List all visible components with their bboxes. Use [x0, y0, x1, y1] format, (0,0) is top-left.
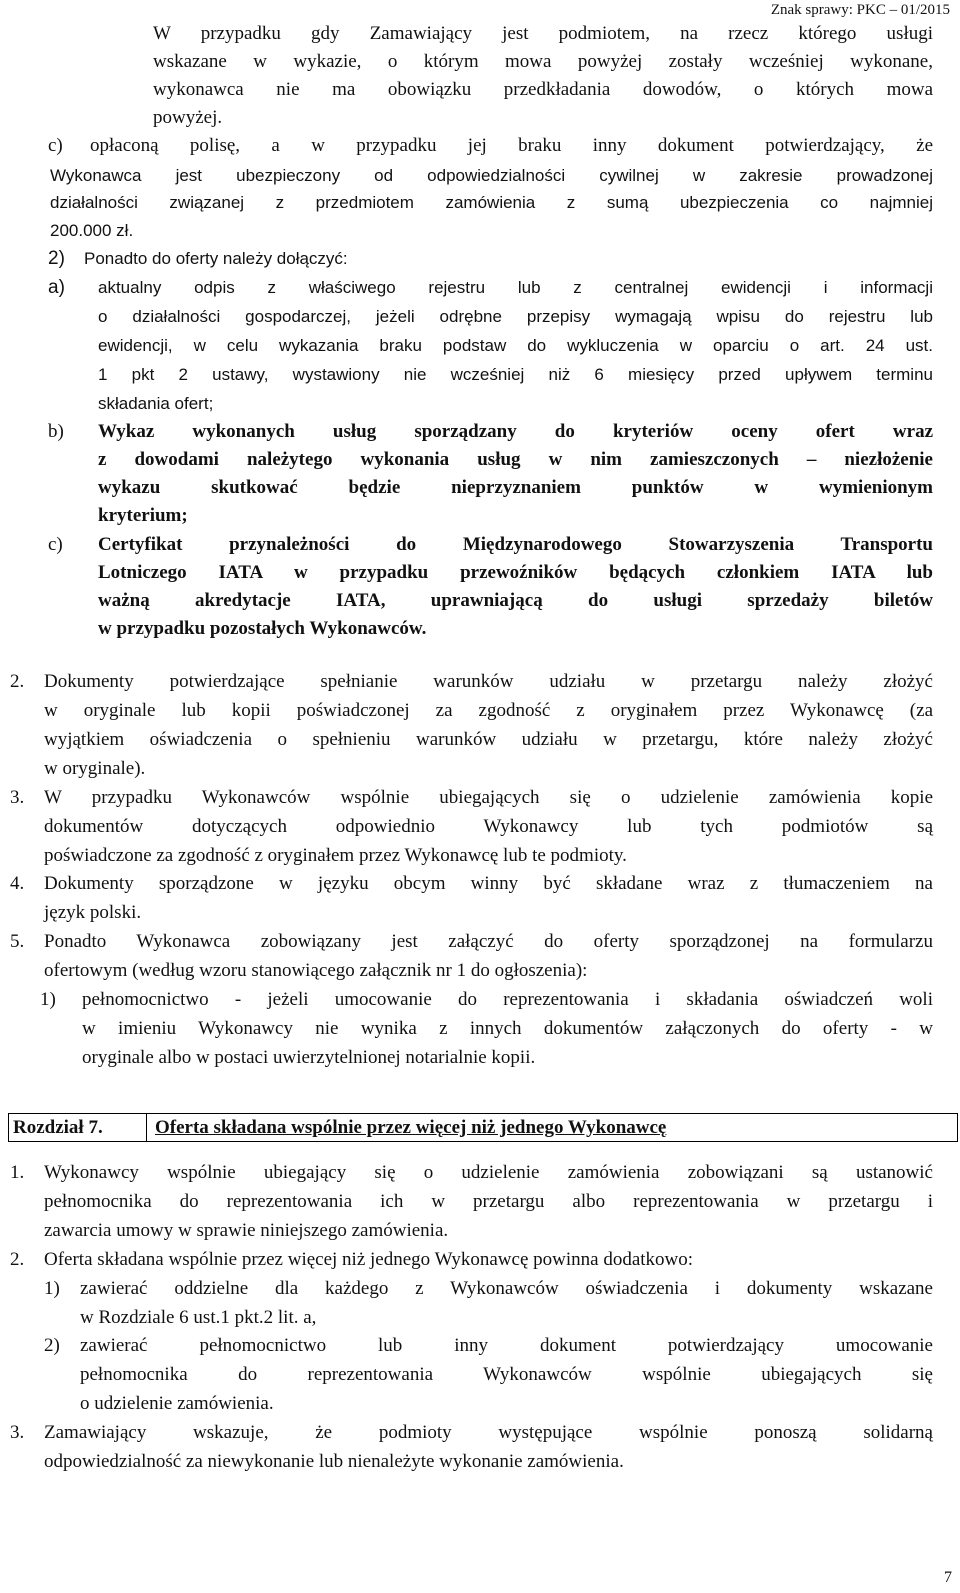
point-line: w oryginale). [44, 758, 146, 779]
point-line: ofertowym (według wzoru stanowiącego załącznik nr 1 do ogłoszenia): [44, 960, 588, 981]
list-marker: a) [48, 277, 65, 298]
point-line: Dokumenty potwierdzające spełnianie warunków udziału w przetargu należy złożyć [44, 671, 933, 692]
list-marker: c) [48, 534, 63, 555]
point-marker: 2. [10, 671, 25, 692]
sub-line: pełnomocnika do reprezentowania Wykonawców wspólnie ubiegających się [80, 1364, 933, 1385]
sub-line: w imieniu Wykonawcy nie wynika z innych dokumentów załączonych do oferty - w [82, 1018, 933, 1039]
point-line: zawarcia umowy w sprawie niniejszego zamówienia. [44, 1220, 449, 1241]
point-line: dokumentów dotyczących odpowiednio Wykonawcy lub tych podmiotów są [44, 816, 933, 837]
sub-line: zawierać pełnomocnictwo lub inny dokument potwierdzający umocowanie [80, 1335, 933, 1356]
item-2-text: Ponadto do oferty należy dołączyć: [84, 249, 348, 268]
item-c2-line: Certyfikat przynależności do Międzynarodowego Stowarzyszenia Transportu [98, 534, 933, 555]
intro-line: W przypadku gdy Zamawiający jest podmiotem, na rzecz którego usługi [153, 23, 933, 44]
item-c2-line: Lotniczego IATA w przypadku przewoźników będących członkiem IATA lub [98, 562, 933, 583]
list-marker: c) [48, 135, 63, 156]
list-marker: 1) [40, 989, 56, 1010]
point-marker: 2. [10, 1249, 25, 1270]
point-line: wyjątkiem oświadczenia o spełnieniu warunków udziału w przetargu, które należy złożyć [44, 729, 933, 750]
item-a-line: o działalności gospodarczej, jeżeli odrębne przepisy wymagają wpisu do rejestru lub [98, 307, 933, 326]
list-marker: 2) [44, 1335, 60, 1356]
item-a-line: składania ofert; [98, 394, 214, 413]
point-line: odpowiedzialność za niewykonanie lub nienależyte wykonanie zamówienia. [44, 1451, 624, 1472]
item-c2-line: ważną akredytacje IATA, uprawniającą do usługi sprzedaży biletów [98, 590, 933, 611]
chapter-title: Oferta składana wspólnie przez więcej niż jednego Wykonawcę [155, 1117, 667, 1138]
sub-line: oryginale albo w postaci uwierzytelnionej notarialnie kopii. [82, 1047, 536, 1068]
point-marker: 4. [10, 873, 25, 894]
point-line: Wykonawcy wspólnie ubiegający się o udzielenie zamówienia zobowiązani są ustanowić [44, 1162, 933, 1183]
point-line: Zamawiający wskazuje, że podmioty występujące wspólnie ponoszą solidarną [44, 1422, 933, 1443]
item-a-line: aktualny odpis z właściwego rejestru lub z centralnej ewidencji i informacji [98, 278, 933, 297]
list-marker: b) [48, 421, 64, 442]
sub-line: pełnomocnictwo - jeżeli umocowanie do reprezentowania i składania oświadczeń woli [82, 989, 933, 1010]
page-number: 7 [944, 1569, 952, 1586]
point-marker: 1. [10, 1162, 25, 1183]
chapter-heading [8, 1113, 958, 1142]
sub-line: zawierać oddzielne dla każdego z Wykonawców oświadczenia i dokumenty wskazane [80, 1278, 933, 1299]
item-c-line: działalności związanej z przedmiotem zamówienia z sumą ubezpieczenia co najmniej [50, 193, 933, 212]
intro-line: wykonawca nie ma obowiązku przedkładania dowodów, o których mowa [153, 79, 933, 100]
item-b-line: z dowodami należytego wykonania usług w nim zamieszczonych – niezłożenie [98, 449, 933, 470]
point-line: W przypadku Wykonawców wspólnie ubiegających się o udzielenie zamówienia kopie [44, 787, 933, 808]
item-c-line: 200.000 zł. [50, 221, 134, 240]
point-line: Oferta składana wspólnie przez więcej niż jednego Wykonawcę powinna dodatkowo: [44, 1249, 694, 1270]
sub-line: o udzielenie zamówienia. [80, 1393, 274, 1414]
item-b-line: Wykaz wykonanych usług sporządzany do kryteriów oceny ofert wraz [98, 421, 933, 442]
item-b-line: kryterium; [98, 505, 188, 526]
point-marker: 5. [10, 931, 25, 952]
point-line: poświadczone za zgodność z oryginałem przez Wykonawcę lub te podmioty. [44, 845, 627, 866]
point-line: w oryginale lub kopii poświadczonej za zgodność z oryginałem przez Wykonawcę (za [44, 700, 933, 721]
item-a-line: 1 pkt 2 ustawy, wystawiony nie wcześniej niż 6 miesięcy przed upływem terminu [98, 365, 933, 384]
list-marker: 2) [48, 248, 65, 269]
item-c-line: Wykonawca jest ubezpieczony od odpowiedzialności cywilnej w zakresie prowadzonej [50, 166, 933, 185]
intro-line: wskazane w wykazie, o którym mowa powyżej zostały wcześniej wykonane, [153, 51, 933, 72]
point-marker: 3. [10, 787, 25, 808]
item-c-line: opłaconą polisę, a w przypadku jej braku inny dokument potwierdzający, że [90, 135, 933, 156]
list-marker: 1) [44, 1278, 60, 1299]
point-marker: 3. [10, 1422, 25, 1443]
point-line: język polski. [44, 902, 142, 923]
item-a-line: ewidencji, w celu wykazania braku podstaw do wykluczenia w oparciu o art. 24 ust. [98, 336, 933, 355]
point-line: pełnomocnika do reprezentowania ich w przetargu albo reprezentowania w przetargu i [44, 1191, 933, 1212]
sub-line: w Rozdziale 6 ust.1 pkt.2 lit. a, [80, 1307, 317, 1328]
document-reference: Znak sprawy: PKC – 01/2015 [770, 2, 950, 18]
chapter-label: Rozdział 7. [9, 1114, 147, 1141]
point-line: Ponadto Wykonawca zobowiązany jest załączyć do oferty sporządzonej na formularzu [44, 931, 933, 952]
item-c2-line: w przypadku pozostałych Wykonawców. [98, 618, 427, 639]
intro-line: powyżej. [153, 107, 223, 128]
item-b-line: wykazu skutkować będzie nieprzyznaniem punktów w wymienionym [98, 477, 933, 498]
point-line: Dokumenty sporządzone w języku obcym winny być składane wraz z tłumaczeniem na [44, 873, 933, 894]
